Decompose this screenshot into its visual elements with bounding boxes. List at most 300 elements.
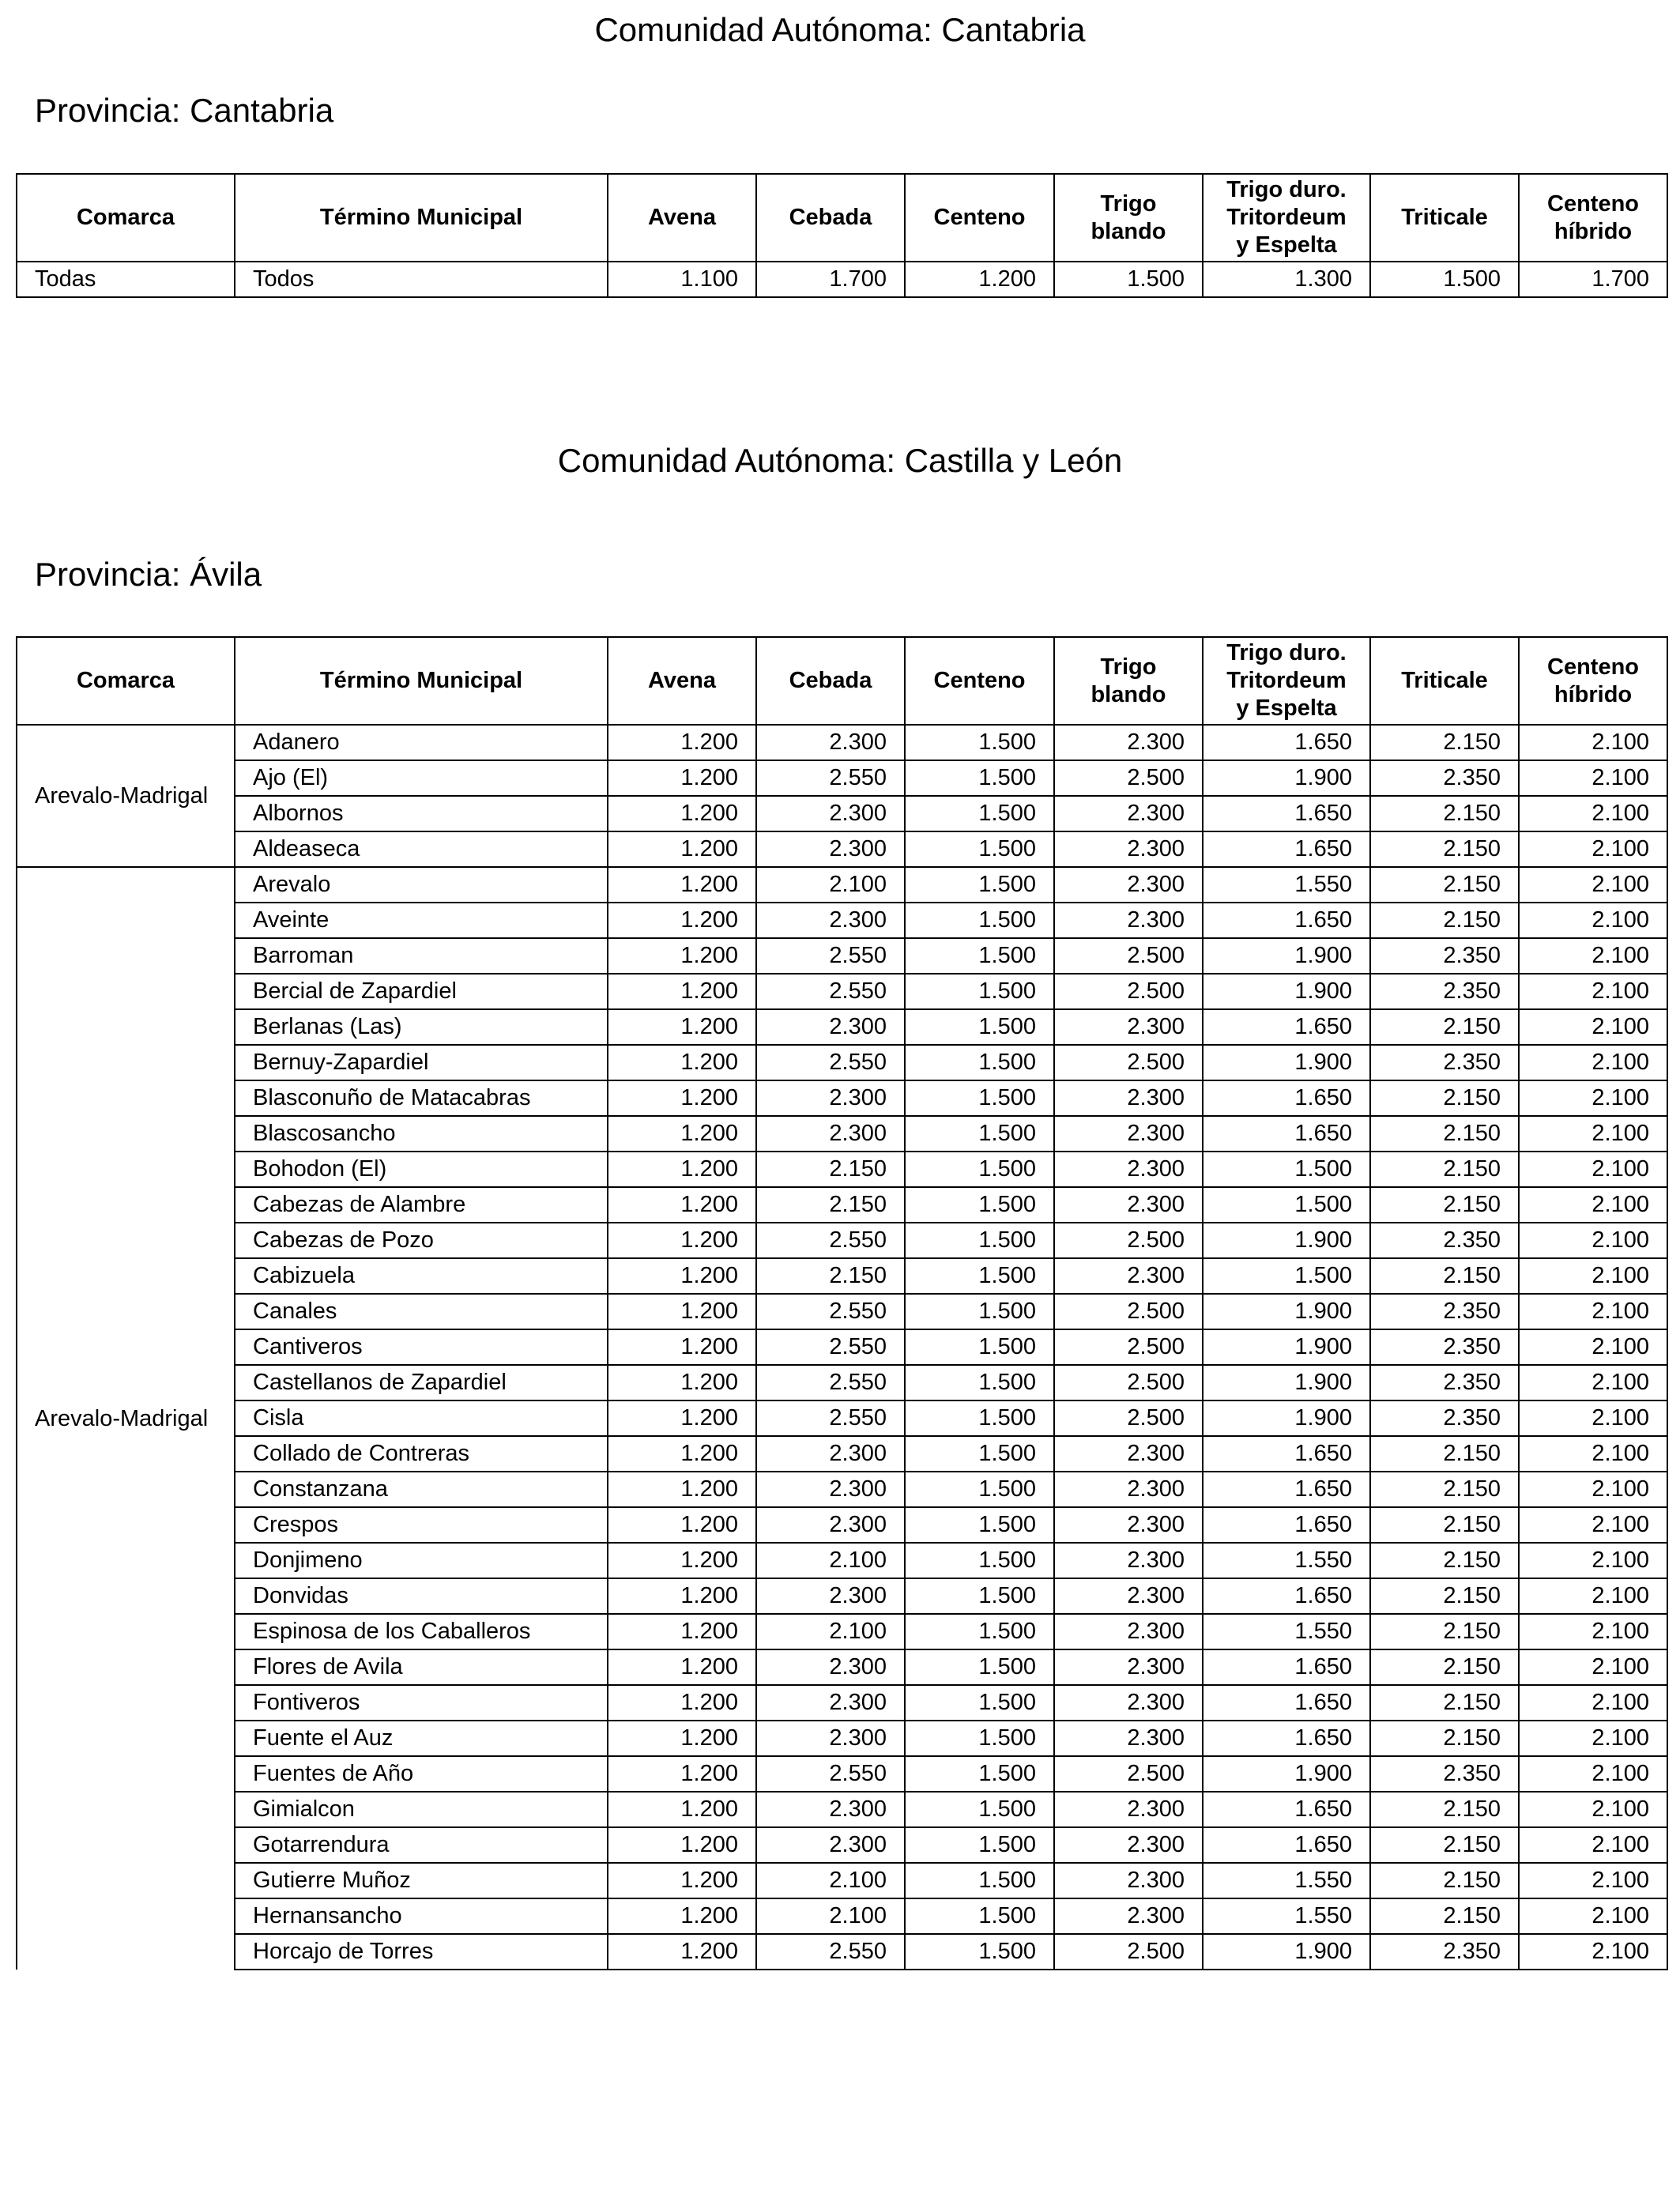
cebada-cell: 2.100 [756, 1543, 905, 1578]
avena-cell: 1.200 [608, 831, 756, 867]
termino-cell: Albornos [235, 796, 608, 831]
cebada-cell: 2.550 [756, 1223, 905, 1258]
trigo-duro-cell: 1.650 [1203, 831, 1370, 867]
centeno-cell: 1.500 [905, 974, 1054, 1009]
avena-cell: 1.200 [608, 1080, 756, 1116]
trigo-duro-cell: 1.900 [1203, 1045, 1370, 1080]
centeno-cell: 1.500 [905, 831, 1054, 867]
centeno-cell: 1.500 [905, 1116, 1054, 1152]
cebada-cell: 1.700 [756, 262, 905, 297]
avena-cell: 1.200 [608, 1400, 756, 1436]
triticale-cell: 1.500 [1370, 262, 1519, 297]
avena-cell: 1.200 [608, 1116, 756, 1152]
trigo-blando-cell: 2.300 [1054, 1472, 1203, 1507]
table-row [17, 867, 1667, 903]
centeno-cell: 1.500 [905, 1365, 1054, 1400]
termino-cell: Cisla [235, 1400, 608, 1436]
centeno-hibrido-cell: 2.100 [1519, 1294, 1667, 1329]
triticale-cell: 2.350 [1370, 1400, 1519, 1436]
centeno-hibrido-cell: 2.100 [1519, 903, 1667, 938]
centeno-cell: 1.500 [905, 1294, 1054, 1329]
avena-cell: 1.200 [608, 1863, 756, 1898]
trigo-blando-cell: 2.500 [1054, 938, 1203, 974]
centeno-hibrido-cell: 2.100 [1519, 974, 1667, 1009]
comunidad-title-castilla-leon: Comunidad Autónoma: Castilla y León [557, 442, 1123, 479]
triticale-cell: 2.150 [1370, 1258, 1519, 1294]
table-row [17, 1436, 1667, 1472]
table-row [17, 1649, 1667, 1685]
trigo-blando-cell: 2.300 [1054, 1578, 1203, 1614]
trigo-blando-cell: 2.300 [1054, 1685, 1203, 1721]
trigo-blando-cell: 2.300 [1054, 1614, 1203, 1649]
table-row [17, 1472, 1667, 1507]
termino-cell: Cabezas de Pozo [235, 1223, 608, 1258]
table-row [17, 1400, 1667, 1436]
trigo-duro-cell: 1.900 [1203, 1400, 1370, 1436]
centeno-cell: 1.500 [905, 1792, 1054, 1827]
avena-cell: 1.200 [608, 725, 756, 760]
triticale-cell: 2.150 [1370, 1827, 1519, 1863]
trigo-duro-cell: 1.650 [1203, 1436, 1370, 1472]
centeno-cell: 1.500 [905, 1080, 1054, 1116]
comarca-cell: Arevalo-Madrigal [17, 725, 235, 867]
header-cebada: Cebada [756, 637, 905, 725]
triticale-cell: 2.350 [1370, 1294, 1519, 1329]
header-termino-municipal: Término Municipal [235, 637, 608, 725]
triticale-cell: 2.350 [1370, 1223, 1519, 1258]
cebada-cell: 2.550 [756, 1329, 905, 1365]
centeno-hibrido-cell: 2.100 [1519, 725, 1667, 760]
avena-cell: 1.200 [608, 1898, 756, 1934]
termino-cell: Donvidas [235, 1578, 608, 1614]
trigo-blando-cell: 2.300 [1054, 1187, 1203, 1223]
header-cebada: Cebada [756, 174, 905, 262]
trigo-duro-cell: 1.500 [1203, 1258, 1370, 1294]
centeno-cell: 1.500 [905, 1863, 1054, 1898]
termino-cell: Castellanos de Zapardiel [235, 1365, 608, 1400]
trigo-duro-cell: 1.900 [1203, 1329, 1370, 1365]
centeno-cell: 1.200 [905, 262, 1054, 297]
trigo-duro-cell: 1.650 [1203, 1792, 1370, 1827]
cebada-cell: 2.550 [756, 1756, 905, 1792]
table-row [17, 725, 1667, 760]
triticale-cell: 2.350 [1370, 1365, 1519, 1400]
avena-cell: 1.200 [608, 938, 756, 974]
table-row [17, 1009, 1667, 1045]
table-row [17, 1934, 1667, 1970]
termino-cell: Aveinte [235, 903, 608, 938]
centeno-hibrido-cell: 2.100 [1519, 1649, 1667, 1685]
cebada-cell: 2.300 [756, 831, 905, 867]
triticale-cell: 2.150 [1370, 1116, 1519, 1152]
termino-cell: Blasconuño de Matacabras [235, 1080, 608, 1116]
avena-cell: 1.200 [608, 1685, 756, 1721]
trigo-blando-cell: 2.300 [1054, 903, 1203, 938]
table-row [17, 1827, 1667, 1863]
centeno-cell: 1.500 [905, 1009, 1054, 1045]
avena-cell: 1.200 [608, 1365, 756, 1400]
triticale-cell: 2.150 [1370, 1080, 1519, 1116]
cebada-cell: 2.300 [756, 903, 905, 938]
trigo-duro-cell: 1.650 [1203, 1009, 1370, 1045]
centeno-cell: 1.500 [905, 1756, 1054, 1792]
avena-cell: 1.200 [608, 1507, 756, 1543]
termino-cell: Crespos [235, 1507, 608, 1543]
table-row [17, 1365, 1667, 1400]
centeno-hibrido-cell: 2.100 [1519, 867, 1667, 903]
termino-cell: Bercial de Zapardiel [235, 974, 608, 1009]
centeno-hibrido-cell: 2.100 [1519, 1934, 1667, 1970]
cebada-cell: 2.100 [756, 867, 905, 903]
triticale-cell: 2.150 [1370, 867, 1519, 903]
centeno-cell: 1.500 [905, 725, 1054, 760]
triticale-cell: 2.150 [1370, 725, 1519, 760]
centeno-hibrido-cell: 2.100 [1519, 1756, 1667, 1792]
table-row [17, 974, 1667, 1009]
avena-cell: 1.200 [608, 1223, 756, 1258]
centeno-hibrido-cell: 2.100 [1519, 1009, 1667, 1045]
centeno-hibrido-cell: 2.100 [1519, 1187, 1667, 1223]
triticale-cell: 2.150 [1370, 1543, 1519, 1578]
cebada-cell: 2.300 [756, 1792, 905, 1827]
header-triticale: Triticale [1370, 637, 1519, 725]
comunidad-title-cantabria: Comunidad Autónoma: Cantabria [594, 11, 1086, 48]
triticale-cell: 2.150 [1370, 1152, 1519, 1187]
table-row [17, 1685, 1667, 1721]
termino-cell: Canales [235, 1294, 608, 1329]
trigo-duro-cell: 1.550 [1203, 1543, 1370, 1578]
triticale-cell: 2.350 [1370, 938, 1519, 974]
trigo-duro-cell: 1.900 [1203, 974, 1370, 1009]
triticale-cell: 2.150 [1370, 1187, 1519, 1223]
termino-cell: Fontiveros [235, 1685, 608, 1721]
avena-cell: 1.200 [608, 796, 756, 831]
header-avena: Avena [608, 637, 756, 725]
triticale-cell: 2.350 [1370, 974, 1519, 1009]
trigo-duro-cell: 1.550 [1203, 867, 1370, 903]
centeno-hibrido-cell: 2.100 [1519, 1685, 1667, 1721]
avena-cell: 1.100 [608, 262, 756, 297]
trigo-blando-cell: 2.300 [1054, 1898, 1203, 1934]
avena-cell: 1.200 [608, 903, 756, 938]
cebada-cell: 2.300 [756, 1009, 905, 1045]
centeno-cell: 1.500 [905, 1258, 1054, 1294]
centeno-hibrido-cell: 2.100 [1519, 1045, 1667, 1080]
header-centeno: Centeno [905, 637, 1054, 725]
cebada-cell: 2.300 [756, 725, 905, 760]
cebada-cell: 2.550 [756, 760, 905, 796]
centeno-hibrido-cell: 2.100 [1519, 1258, 1667, 1294]
trigo-blando-cell: 2.500 [1054, 1329, 1203, 1365]
termino-cell: Gutierre Muñoz [235, 1863, 608, 1898]
centeno-cell: 1.500 [905, 1400, 1054, 1436]
centeno-hibrido-cell: 2.100 [1519, 1792, 1667, 1827]
table-row [17, 1756, 1667, 1792]
trigo-duro-cell: 1.550 [1203, 1614, 1370, 1649]
cebada-cell: 2.300 [756, 1721, 905, 1756]
table-row [17, 1898, 1667, 1934]
centeno-cell: 1.500 [905, 938, 1054, 974]
table-row [17, 760, 1667, 796]
avena-cell: 1.200 [608, 867, 756, 903]
cebada-cell: 2.300 [756, 796, 905, 831]
termino-cell: Aldeaseca [235, 831, 608, 867]
header-comarca: Comarca [17, 174, 235, 262]
termino-cell: Blascosancho [235, 1116, 608, 1152]
cebada-cell: 2.300 [756, 1685, 905, 1721]
centeno-cell: 1.500 [905, 1543, 1054, 1578]
centeno-hibrido-cell: 2.100 [1519, 1898, 1667, 1934]
avena-cell: 1.200 [608, 974, 756, 1009]
termino-cell: Bernuy-Zapardiel [235, 1045, 608, 1080]
table-row [17, 1223, 1667, 1258]
avena-cell: 1.200 [608, 1792, 756, 1827]
centeno-hibrido-cell: 2.100 [1519, 760, 1667, 796]
cebada-cell: 2.100 [756, 1863, 905, 1898]
avena-cell: 1.200 [608, 1827, 756, 1863]
termino-cell: Horcajo de Torres [235, 1934, 608, 1970]
triticale-cell: 2.150 [1370, 1685, 1519, 1721]
triticale-cell: 2.150 [1370, 1614, 1519, 1649]
termino-cell: Gotarrendura [235, 1827, 608, 1863]
avena-cell: 1.200 [608, 1614, 756, 1649]
centeno-hibrido-cell: 2.100 [1519, 1543, 1667, 1578]
trigo-duro-cell: 1.550 [1203, 1898, 1370, 1934]
avena-cell: 1.200 [608, 1578, 756, 1614]
trigo-blando-cell: 2.500 [1054, 1294, 1203, 1329]
header-comarca: Comarca [17, 637, 235, 725]
centeno-cell: 1.500 [905, 1187, 1054, 1223]
centeno-cell: 1.500 [905, 1578, 1054, 1614]
table-row [17, 796, 1667, 831]
cebada-cell: 2.550 [756, 974, 905, 1009]
table-row [17, 1578, 1667, 1614]
trigo-blando-cell: 2.300 [1054, 1009, 1203, 1045]
trigo-blando-cell: 2.500 [1054, 1400, 1203, 1436]
centeno-cell: 1.500 [905, 1721, 1054, 1756]
table-row [17, 1721, 1667, 1756]
termino-cell: Gimialcon [235, 1792, 608, 1827]
trigo-duro-cell: 1.650 [1203, 1080, 1370, 1116]
trigo-blando-cell: 2.500 [1054, 1934, 1203, 1970]
triticale-cell: 2.150 [1370, 1863, 1519, 1898]
trigo-blando-cell: 2.300 [1054, 867, 1203, 903]
cebada-cell: 2.300 [756, 1507, 905, 1543]
trigo-blando-cell: 2.500 [1054, 1365, 1203, 1400]
centeno-hibrido-cell: 2.100 [1519, 1614, 1667, 1649]
provincia-title-cantabria: Provincia: Cantabria [35, 92, 334, 129]
centeno-cell: 1.500 [905, 1045, 1054, 1080]
centeno-hibrido-cell: 2.100 [1519, 1152, 1667, 1187]
trigo-blando-cell: 2.300 [1054, 1152, 1203, 1187]
header-termino-municipal: Término Municipal [235, 174, 608, 262]
centeno-hibrido-cell: 2.100 [1519, 1116, 1667, 1152]
centeno-cell: 1.500 [905, 903, 1054, 938]
table-row [17, 1080, 1667, 1116]
table-row [17, 1792, 1667, 1827]
cebada-cell: 2.550 [756, 1294, 905, 1329]
triticale-cell: 2.150 [1370, 796, 1519, 831]
trigo-blando-cell: 2.300 [1054, 1080, 1203, 1116]
cebada-cell: 2.300 [756, 1827, 905, 1863]
centeno-cell: 1.500 [905, 1827, 1054, 1863]
trigo-blando-cell: 2.300 [1054, 1258, 1203, 1294]
termino-cell: Cantiveros [235, 1329, 608, 1365]
trigo-blando-cell: 2.300 [1054, 1721, 1203, 1756]
cebada-cell: 2.300 [756, 1472, 905, 1507]
table-row [17, 1152, 1667, 1187]
table-row [17, 1258, 1667, 1294]
trigo-duro-cell: 1.650 [1203, 903, 1370, 938]
centeno-hibrido-cell: 2.100 [1519, 1863, 1667, 1898]
centeno-hibrido-cell: 2.100 [1519, 1472, 1667, 1507]
trigo-blando-cell: 2.300 [1054, 1116, 1203, 1152]
triticale-cell: 2.150 [1370, 1721, 1519, 1756]
trigo-blando-cell: 2.500 [1054, 1045, 1203, 1080]
trigo-blando-cell: 2.300 [1054, 1436, 1203, 1472]
trigo-blando-cell: 2.300 [1054, 831, 1203, 867]
centeno-hibrido-cell: 1.700 [1519, 262, 1667, 297]
table-cantabria [16, 173, 1668, 298]
provincia-title-avila: Provincia: Ávila [35, 556, 262, 593]
centeno-hibrido-cell: 2.100 [1519, 1329, 1667, 1365]
avena-cell: 1.200 [608, 1472, 756, 1507]
triticale-cell: 2.150 [1370, 1472, 1519, 1507]
avena-cell: 1.200 [608, 1934, 756, 1970]
termino-cell: Todos [235, 262, 608, 297]
table-row [17, 1187, 1667, 1223]
trigo-duro-cell: 1.650 [1203, 1472, 1370, 1507]
cebada-cell: 2.300 [756, 1116, 905, 1152]
trigo-blando-cell: 2.300 [1054, 1649, 1203, 1685]
termino-cell: Berlanas (Las) [235, 1009, 608, 1045]
triticale-cell: 2.350 [1370, 1045, 1519, 1080]
centeno-cell: 1.500 [905, 796, 1054, 831]
table-row [17, 1863, 1667, 1898]
avena-cell: 1.200 [608, 1009, 756, 1045]
centeno-hibrido-cell: 2.100 [1519, 1721, 1667, 1756]
triticale-cell: 2.150 [1370, 1507, 1519, 1543]
table-row [17, 938, 1667, 974]
triticale-cell: 2.150 [1370, 903, 1519, 938]
avena-cell: 1.200 [608, 1258, 756, 1294]
header-avena: Avena [608, 174, 756, 262]
cebada-cell: 2.550 [756, 1934, 905, 1970]
centeno-hibrido-cell: 2.100 [1519, 1080, 1667, 1116]
trigo-duro-cell: 1.900 [1203, 1294, 1370, 1329]
table-row [17, 1045, 1667, 1080]
termino-cell: Fuente el Auz [235, 1721, 608, 1756]
cebada-cell: 2.550 [756, 1045, 905, 1080]
header-triticale: Triticale [1370, 174, 1519, 262]
centeno-cell: 1.500 [905, 1472, 1054, 1507]
cebada-cell: 2.300 [756, 1436, 905, 1472]
centeno-cell: 1.500 [905, 1152, 1054, 1187]
trigo-blando-cell: 1.500 [1054, 262, 1203, 297]
header-centeno-hibrido: Centeno híbrido [1519, 637, 1667, 725]
termino-cell: Arevalo [235, 867, 608, 903]
triticale-cell: 2.350 [1370, 1756, 1519, 1792]
cebada-cell: 2.300 [756, 1578, 905, 1614]
cebada-cell: 2.150 [756, 1258, 905, 1294]
termino-cell: Hernansancho [235, 1898, 608, 1934]
comarca-cell: Arevalo-Madrigal [17, 867, 235, 1970]
header-trigo-blando: Trigo blando [1054, 174, 1203, 262]
termino-cell: Bohodon (El) [235, 1152, 608, 1187]
table-row [17, 1116, 1667, 1152]
cebada-cell: 2.100 [756, 1614, 905, 1649]
comarca-cell: Todas [17, 262, 235, 297]
trigo-duro-cell: 1.650 [1203, 1116, 1370, 1152]
table-avila [16, 636, 1668, 1970]
table-row [17, 831, 1667, 867]
trigo-duro-cell: 1.650 [1203, 796, 1370, 831]
avena-cell: 1.200 [608, 760, 756, 796]
trigo-duro-cell: 1.650 [1203, 725, 1370, 760]
termino-cell: Donjimeno [235, 1543, 608, 1578]
triticale-cell: 2.150 [1370, 1578, 1519, 1614]
centeno-hibrido-cell: 2.100 [1519, 1223, 1667, 1258]
centeno-hibrido-cell: 2.100 [1519, 938, 1667, 974]
centeno-cell: 1.500 [905, 1649, 1054, 1685]
trigo-duro-cell: 1.500 [1203, 1187, 1370, 1223]
avena-cell: 1.200 [608, 1187, 756, 1223]
trigo-blando-cell: 2.300 [1054, 1543, 1203, 1578]
centeno-hibrido-cell: 2.100 [1519, 1507, 1667, 1543]
table-row [17, 1543, 1667, 1578]
trigo-blando-cell: 2.300 [1054, 1827, 1203, 1863]
centeno-hibrido-cell: 2.100 [1519, 796, 1667, 831]
trigo-blando-cell: 2.500 [1054, 1223, 1203, 1258]
table-row [17, 1614, 1667, 1649]
avena-cell: 1.200 [608, 1329, 756, 1365]
centeno-cell: 1.500 [905, 1685, 1054, 1721]
table-row [17, 903, 1667, 938]
cebada-cell: 2.300 [756, 1649, 905, 1685]
centeno-cell: 1.500 [905, 1898, 1054, 1934]
trigo-duro-cell: 1.900 [1203, 1934, 1370, 1970]
triticale-cell: 2.150 [1370, 831, 1519, 867]
header-trigo-blando: Trigo blando [1054, 637, 1203, 725]
centeno-cell: 1.500 [905, 1436, 1054, 1472]
trigo-blando-cell: 2.500 [1054, 760, 1203, 796]
triticale-cell: 2.350 [1370, 1329, 1519, 1365]
table-header-row [17, 174, 1667, 262]
centeno-cell: 1.500 [905, 1329, 1054, 1365]
trigo-blando-cell: 2.300 [1054, 1792, 1203, 1827]
triticale-cell: 2.150 [1370, 1792, 1519, 1827]
triticale-cell: 2.150 [1370, 1009, 1519, 1045]
centeno-cell: 1.500 [905, 1507, 1054, 1543]
centeno-cell: 1.500 [905, 1614, 1054, 1649]
trigo-blando-cell: 2.300 [1054, 796, 1203, 831]
cebada-cell: 2.550 [756, 938, 905, 974]
termino-cell: Fuentes de Año [235, 1756, 608, 1792]
table-row [17, 262, 1667, 297]
centeno-hibrido-cell: 2.100 [1519, 1400, 1667, 1436]
table-row [17, 1329, 1667, 1365]
trigo-blando-cell: 2.300 [1054, 1507, 1203, 1543]
trigo-duro-cell: 1.500 [1203, 1152, 1370, 1187]
triticale-cell: 2.150 [1370, 1898, 1519, 1934]
centeno-cell: 1.500 [905, 867, 1054, 903]
termino-cell: Constanzana [235, 1472, 608, 1507]
centeno-hibrido-cell: 2.100 [1519, 1578, 1667, 1614]
triticale-cell: 2.150 [1370, 1436, 1519, 1472]
cebada-cell: 2.100 [756, 1898, 905, 1934]
termino-cell: Flores de Avila [235, 1649, 608, 1685]
trigo-blando-cell: 2.500 [1054, 1756, 1203, 1792]
